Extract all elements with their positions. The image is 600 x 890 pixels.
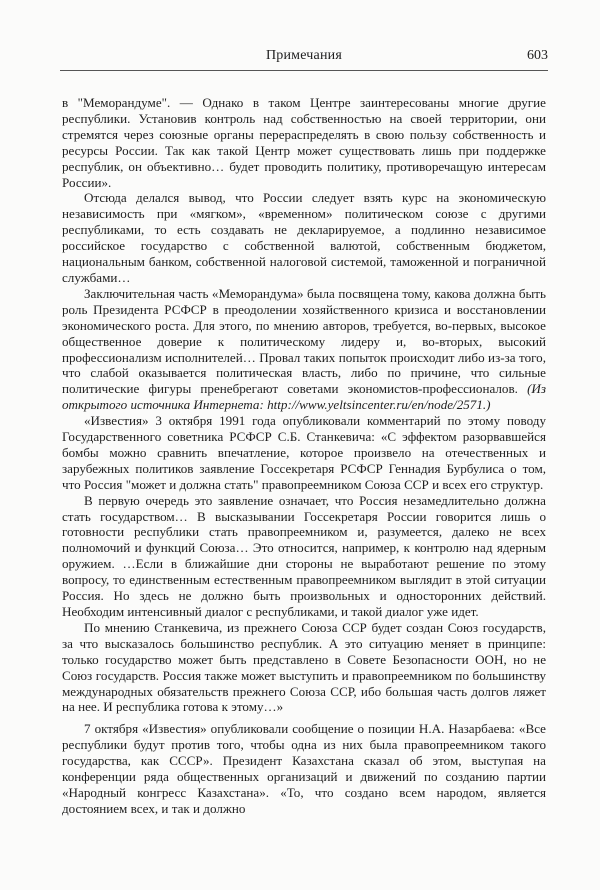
- paragraph-text: Заключительная часть «Меморандума» была посвящена тому, какова должна быть роль Президента РСФСР в преодолении хозяйственного кризиса и восстановлении экономического роста. Для этого, по мнению авторов, требуется, во-первых, высокое общественное доверие к политическому лидеру и, во-вторых, высокий профессионализм исполнителей… Провал таких попыток происходит либо из-за того, что слабой оказывается политическая власть, либо по причине, что сильные политические фигуры пренебрегают советами экономистов-профессионалов.: [62, 285, 546, 397]
- page-header: [60, 44, 548, 71]
- paragraph: в "Меморандуме". — Однако в таком Центре заинтересованы многие другие республики. Установив контроль над собственностью на своей территории, они стремятся через союзные органы перераспределять в свою пользу собственность и ресурсы России. Так как такой Центр может существовать лишь при поддержке республик, он объективно… будет проводить политику, противоречащую интересам России».: [62, 95, 546, 190]
- running-title: Примечания: [265, 48, 342, 63]
- paragraph: [62, 286, 546, 413]
- paragraph: В первую очередь это заявление означает, что Россия незамедлительно должна стать государством… В высказывании Госсекретаря России говорится лишь о готовности республики стать правопреемником и, разумеется, далеко не всех полномочий и функций Союза… Это относится, например, к контролю над ядерным оружием. …Если в ближайшие дни стороны не выработают решение по этому вопросу, то единственным естественным правопреемником выглядит в этой ситуации Россия. Но здесь не должно быть произвольных и односторонних действий. Необходим интенсивный диалог с республиками, и такой диалог уже идет.: [62, 492, 546, 619]
- paragraph: По мнению Станкевича, из прежнего Союза ССР будет создан Союз государств, за что высказалось большинство республик. А это ситуацию меняет в принципе: только государство может быть представлено в Совете Безопасности ООН, но не Союз государств. Россия также может выступить и правопреемником по большинству международных обязательств прежнего Союза ССР, ибо большая часть долгов ляжет на нее. И республика готова к этому…»: [62, 619, 546, 715]
- page-number: 603: [527, 48, 548, 63]
- source-note: (Из открытого источника Интернета: http://www.yeltsincenter.ru/en/node/2571.): [62, 381, 546, 413]
- paragraph: «Известия» 3 октября 1991 года опубликовали комментарий по этому поводу Государственного советника РСФСР С.Б. Станкевича: «С эффектом разорвавшейся бомбы можно сравнить впечатление, которое произвело на отечественных и зарубежных политиков заявление Госсекретаря РСФСР Геннадия Бурбулиса о том, что Россия "может и должна стать" правопреемником Союза ССР и всех его структур.: [62, 413, 546, 492]
- body-text: [62, 95, 546, 817]
- paragraph: 7 октября «Известия» опубликовали сообщение о позиции Н.А. Назарбаева: «Все республики будут против того, чтобы одна из них была правопреемником такого государства, как СССР». Президент Казахстана сказал об этом, выступая на конференции ряда общественных организаций и движений по созданию партии «Народный конгресс Казахстана». «То, что создано всем народом, является достоянием всех, и так и должно: [62, 721, 546, 816]
- paragraph: Отсюда делался вывод, что России следует взять курс на экономическую независимость при «мягком», «временном» политическом союзе с другими республиками, то есть создавать не декларируемое, а подлинно независимое российское государство с собственной валютой, собственным бюджетом, национальным банком, собственной налоговой системой, таможенной и пограничной службами…: [62, 190, 546, 285]
